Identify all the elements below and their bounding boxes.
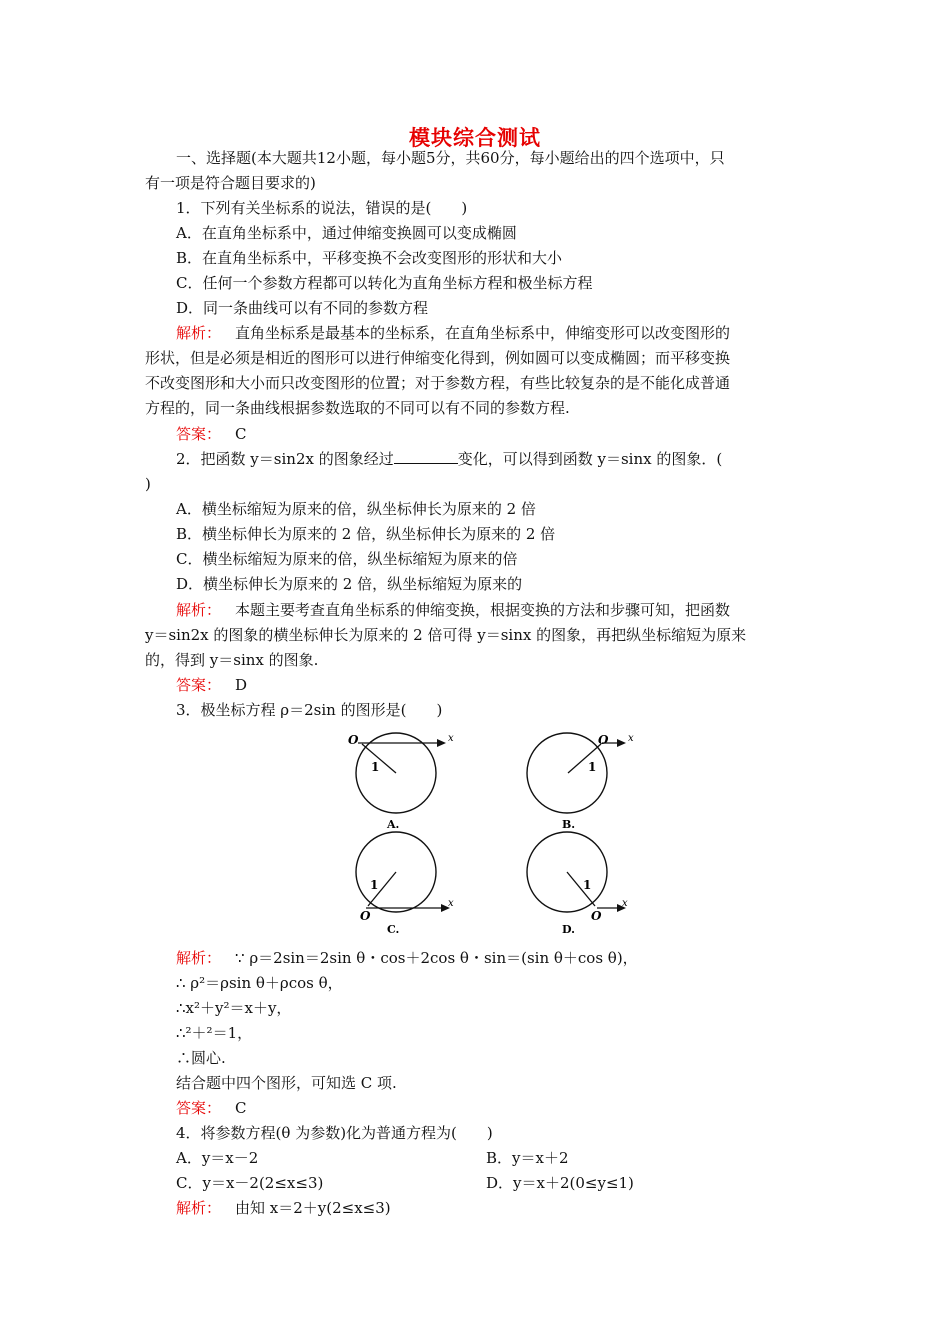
q2-stem-part1: 2．把函数 y＝sin2x 的图象经过 xyxy=(176,450,394,468)
q4-stem: 4．将参数方程(θ 为参数)化为普通方程为( ) xyxy=(176,1124,493,1142)
figure-label: C. xyxy=(387,923,400,936)
q2-option-d: D．横坐标伸长为原来的 2 倍，纵坐标缩短为原来的 xyxy=(176,575,523,593)
axis-label: x xyxy=(448,898,454,909)
q1-option-d: D．同一条曲线可以有不同的参数方程 xyxy=(176,299,429,317)
q3-step-1: ∴ ρ²＝ρsin θ＋ρcos θ， xyxy=(176,974,343,992)
axis-label: x xyxy=(628,733,634,744)
radius-label: 1 xyxy=(583,878,592,892)
radius-label: 1 xyxy=(370,878,379,892)
q1-option-c: C．任何一个参数方程都可以转化为直角坐标方程和极坐标方程 xyxy=(176,274,593,292)
q4-option-a: A．y＝x－2 xyxy=(176,1149,259,1167)
q2-analysis-line3: 的，得到 y＝sinx 的图象. xyxy=(145,651,319,669)
origin-label: O xyxy=(591,909,602,923)
q2-analysis-line2: y＝sin2x 的图象的横坐标伸长为原来的 2 倍可得 y＝sinx 的图象，再把纵坐标缩短为原来 xyxy=(145,626,747,644)
q4-option-b: B．y＝x＋2 xyxy=(486,1149,569,1167)
q3-figures xyxy=(340,728,660,938)
figure-b xyxy=(527,733,634,831)
q1-option-b: B．在直角坐标系中，平移变换不会改变图形的形状和大小 xyxy=(176,249,563,267)
radius-label: 1 xyxy=(588,760,597,774)
answer-value: C xyxy=(235,425,247,443)
analysis-label: 解析： xyxy=(176,949,222,967)
analysis-label: 解析： xyxy=(176,324,222,342)
answer-label: 答案： xyxy=(176,676,222,694)
origin-label: O xyxy=(360,909,371,923)
q2-option-a: A．横坐标缩短为原来的倍，纵坐标伸长为原来的 2 倍 xyxy=(176,500,536,518)
q4-option-c: C．y＝x－2(2≤x≤3) xyxy=(176,1174,324,1192)
q4-analysis-line1 xyxy=(176,1198,846,1218)
figure-label: A. xyxy=(387,818,400,831)
arrow-icon xyxy=(437,739,446,747)
q4-option-d: D．y＝x＋2(0≤y≤1) xyxy=(486,1174,634,1192)
q2-analysis-line1 xyxy=(176,600,846,620)
figure-label: D. xyxy=(562,923,575,936)
radius-label: 1 xyxy=(371,760,380,774)
analysis-label: 解析： xyxy=(176,601,222,619)
q1-answer xyxy=(176,424,846,444)
analysis-label: 解析： xyxy=(176,1199,222,1217)
answer-label: 答案： xyxy=(176,1099,222,1117)
q1-analysis-line4: 方程的，同一条曲线根据参数选取的不同可以有不同的参数方程. xyxy=(145,399,570,417)
q3-step-4: ∴圆心. xyxy=(176,1049,226,1067)
q3-stem: 3．极坐标方程 ρ＝2sin 的图形是( ) xyxy=(176,701,443,719)
axis-label: x xyxy=(448,733,454,744)
q3-step-2: ∴x²＋y²＝x＋y， xyxy=(176,999,292,1017)
figure-a xyxy=(348,733,454,831)
q2-answer xyxy=(176,675,846,695)
q2-option-c: C．横坐标缩短为原来的倍，纵坐标缩短为原来的倍 xyxy=(176,550,518,568)
origin-label: O xyxy=(348,733,359,747)
analysis-text: ∵ ρ＝2sin＝2sin θ・cos＋2cos θ・sin＝(sin θ＋cos θ)， xyxy=(235,949,638,967)
analysis-text: 本题主要考查直角坐标系的伸缩变换，根据变换的方法和步骤可知，把函数 xyxy=(235,601,731,619)
q1-analysis-line2: 形状，但是必须是相近的图形可以进行伸缩变化得到，例如圆可以变成椭圆；而平移变换 xyxy=(145,349,731,367)
q2-stem-part2: 变化，可以得到函数 y＝sinx 的图象．( xyxy=(457,450,723,468)
axis-label: x xyxy=(622,898,628,909)
figure-c xyxy=(356,832,454,936)
q4-options-row1 xyxy=(176,1148,846,1168)
origin-label: O xyxy=(598,733,609,747)
q2-stem xyxy=(176,449,846,469)
answer-value: C xyxy=(235,1099,247,1117)
answer-value: D xyxy=(235,676,248,694)
q3-answer xyxy=(176,1098,846,1118)
q4-options-row2 xyxy=(176,1173,846,1193)
analysis-text: 由知 x＝2＋y(2≤x≤3) xyxy=(235,1199,391,1217)
analysis-text: 直角坐标系是最基本的坐标系，在直角坐标系中，伸缩变形可以改变图形的 xyxy=(235,324,731,342)
q2-option-b: B．横坐标伸长为原来的 2 倍，纵坐标伸长为原来的 2 倍 xyxy=(176,525,556,543)
answer-label: 答案： xyxy=(176,425,222,443)
section-intro-line1: 一、选择题(本大题共12小题，每小题5分，共60分，每小题给出的四个选项中，只 xyxy=(176,149,725,167)
figure-d xyxy=(527,832,628,936)
q3-analysis-line1 xyxy=(176,948,846,968)
q1-analysis-line3: 不改变图形和大小而只改变图形的位置；对于参数方程，有些比较复杂的是不能化成普通 xyxy=(145,374,731,392)
q1-option-a: A．在直角坐标系中，通过伸缩变换圆可以变成椭圆 xyxy=(176,224,517,242)
arrow-icon xyxy=(617,739,626,747)
q3-step-5: 结合题中四个图形，可知选 C 项. xyxy=(176,1074,397,1092)
q1-stem: 1．下列有关坐标系的说法，错误的是( ) xyxy=(176,199,468,217)
section-intro-line2: 有一项是符合题目要求的) xyxy=(145,174,316,192)
q3-step-3: ∴²＋²＝1， xyxy=(176,1024,253,1042)
fill-blank xyxy=(394,449,458,464)
q2-stem-continued: ) xyxy=(145,475,151,493)
figure-label: B. xyxy=(562,818,576,831)
q1-analysis-line1 xyxy=(176,323,846,343)
page-title: 模块综合测试 xyxy=(409,125,541,150)
